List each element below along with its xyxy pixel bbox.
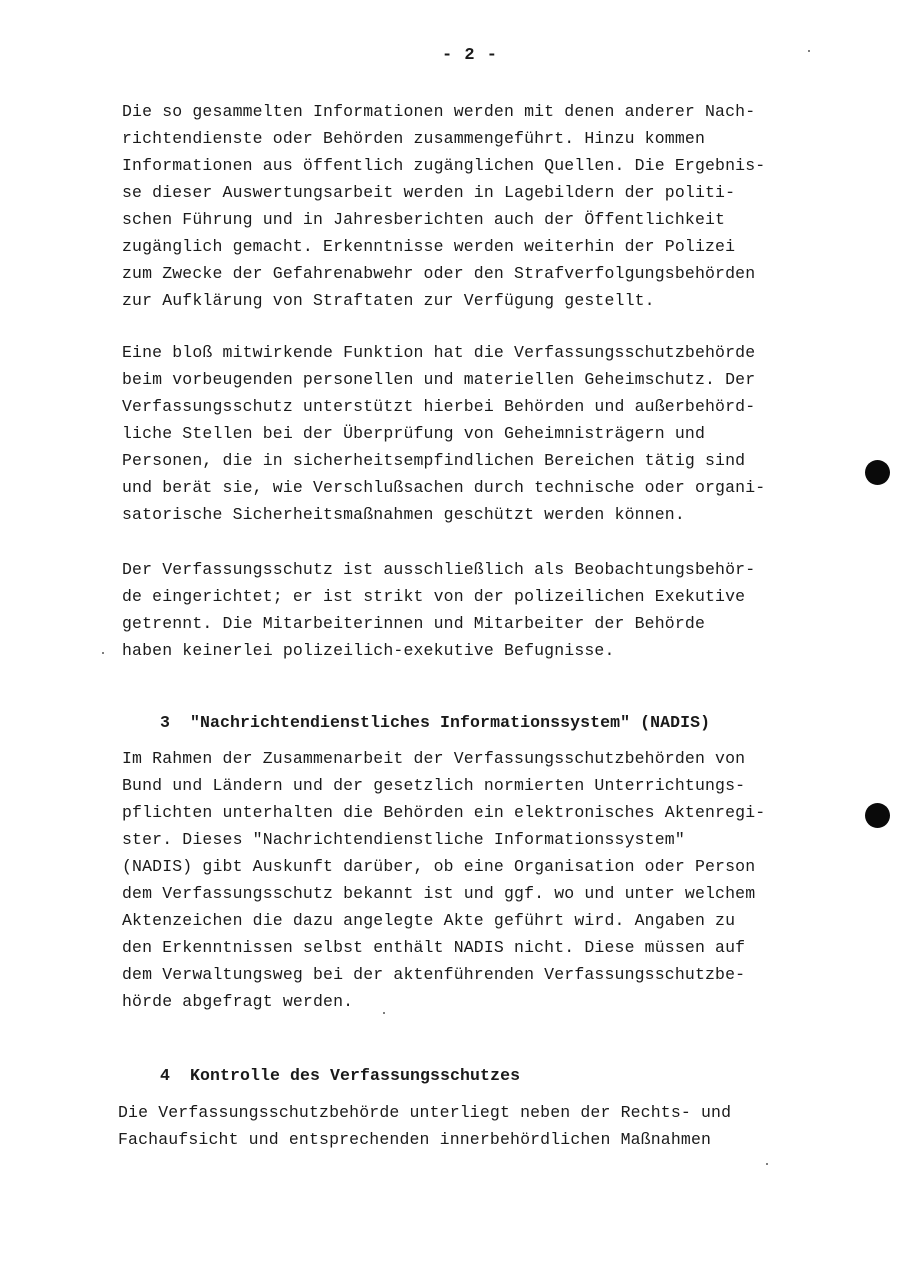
paragraph-oversight: [118, 1099, 731, 1153]
punch-hole-mark: [865, 460, 890, 485]
paragraph-line: Eine bloß mitwirkende Funktion hat die Verfassungsschutzbehörde: [122, 343, 756, 362]
paragraph-line: Der Verfassungsschutz ist ausschließlich als Beobachtungsbehör-: [122, 560, 756, 579]
paragraph-line: (NADIS) gibt Auskunft darüber, ob eine Organisation oder Person: [122, 857, 756, 876]
punch-hole-mark: [865, 803, 890, 828]
paragraph-line: ster. Dieses "Nachrichtendienstliche Informationssystem": [122, 830, 685, 849]
scan-speck: [766, 1163, 768, 1165]
scan-speck: [383, 1012, 385, 1014]
paragraph-line: pflichten unterhalten die Behörden ein elektronisches Aktenregi-: [122, 803, 766, 822]
paragraph-line: zugänglich gemacht. Erkenntnisse werden weiterhin der Polizei: [122, 237, 736, 256]
paragraph-line: beim vorbeugenden personellen und materiellen Geheimschutz. Der: [122, 370, 756, 389]
section-number: 4: [160, 1066, 171, 1085]
scan-speck: [808, 50, 810, 52]
paragraph-line: zum Zwecke der Gefahrenabwehr oder den Strafverfolgungsbehörden: [122, 264, 756, 283]
paragraph-line: getrennt. Die Mitarbeiterinnen und Mitarbeiter der Behörde: [122, 614, 705, 633]
section-number: 3: [160, 713, 171, 732]
paragraph-line: zur Aufklärung von Straftaten zur Verfügung gestellt.: [122, 291, 655, 310]
paragraph-line: dem Verwaltungsweg bei der aktenführenden Verfassungsschutzbe-: [122, 965, 746, 984]
paragraph-line: Informationen aus öffentlich zugänglichen Quellen. Die Ergebnis-: [122, 156, 766, 175]
section-title: Kontrolle des Verfassungsschutzes: [190, 1066, 521, 1085]
paragraph-line: Im Rahmen der Zusammenarbeit der Verfassungsschutzbehörden von: [122, 749, 746, 768]
paragraph-secret-protection: [122, 339, 765, 528]
paragraph-line: schen Führung und in Jahresberichten auch der Öffentlichkeit: [122, 210, 726, 229]
paragraph-line: Fachaufsicht und entsprechenden innerbehördlichen Maßnahmen: [118, 1130, 712, 1149]
paragraph-line: Aktenzeichen die dazu angelegte Akte geführt wird. Angaben zu: [122, 911, 736, 930]
scan-speck: [102, 652, 104, 654]
paragraph-line: dem Verfassungsschutz bekannt ist und ggf. wo und unter welchem: [122, 884, 756, 903]
paragraph-line: hörde abgefragt werden.: [122, 992, 354, 1011]
paragraph-line: Die Verfassungsschutzbehörde unterliegt neben der Rechts- und: [118, 1103, 732, 1122]
paragraph-line: den Erkenntnissen selbst enthält NADIS nicht. Diese müssen auf: [122, 938, 746, 957]
paragraph-line: richtendienste oder Behörden zusammengeführt. Hinzu kommen: [122, 129, 705, 148]
paragraph-line: und berät sie, wie Verschlußsachen durch technische oder organi-: [122, 478, 766, 497]
paragraph-line: se dieser Auswertungsarbeit werden in Lagebildern der politi-: [122, 183, 736, 202]
page-number: - 2 -: [441, 46, 498, 65]
section-heading-nadis: [120, 694, 710, 751]
paragraph-nadis-description: [122, 745, 765, 1015]
paragraph-separation-from-police: [122, 556, 755, 664]
paragraph-line: Personen, die in sicherheitsempfindlichen Bereichen tätig sind: [122, 451, 746, 470]
section-title: "Nachrichtendienstliches Informationssystem" (NADIS): [190, 713, 711, 732]
paragraph-information-processing: [122, 98, 765, 314]
paragraph-line: haben keinerlei polizeilich-exekutive Befugnisse.: [122, 641, 615, 660]
paragraph-line: de eingerichtet; er ist strikt von der polizeilichen Exekutive: [122, 587, 746, 606]
paragraph-line: Verfassungsschutz unterstützt hierbei Behörden und außerbehörd-: [122, 397, 756, 416]
paragraph-line: Bund und Ländern und der gesetzlich normierten Unterrichtungs-: [122, 776, 746, 795]
paragraph-line: satorische Sicherheitsmaßnahmen geschützt werden können.: [122, 505, 685, 524]
section-heading-control: [120, 1047, 520, 1104]
paragraph-line: liche Stellen bei der Überprüfung von Geheimnisträgern und: [122, 424, 705, 443]
paragraph-line: Die so gesammelten Informationen werden mit denen anderer Nach-: [122, 102, 756, 121]
